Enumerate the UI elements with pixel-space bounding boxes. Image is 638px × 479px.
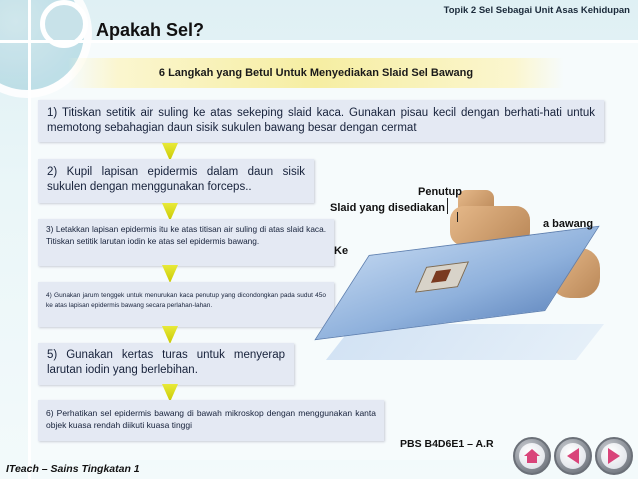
label-bawang: a bawang — [543, 218, 594, 230]
topic-heading: Topik 2 Sel Sebagai Unit Asas Kehidupan — [443, 5, 630, 16]
steps-banner — [68, 58, 564, 88]
next-button[interactable] — [595, 437, 633, 475]
page-title: Apakah Sel? — [96, 20, 205, 40]
label-pointer-line — [457, 212, 458, 222]
label-pointer-line — [447, 198, 448, 214]
step-3: 3) Letakkan lapisan epidermis itu ke atas titisan air suling di atas slaid kaca. Titiskan setitik larutan iodin ke atas sel epidermis bawang. — [38, 219, 334, 266]
step-4: 4) Gunakan jarum tenggek untuk menurukan kaca penutup yang dicondongkan pada sudut 45o ke atas lapisan epidermis bawang secara perlahan-lahan. — [38, 282, 334, 327]
home-icon — [519, 443, 545, 469]
footer-brand: ITeach – Sains Tingkatan 1 — [6, 463, 140, 475]
step-1: 1) Titiskan setitik air suling ke atas sekeping slaid kaca. Gunakan pisau kecil dengan berhati-hati untuk memotong sebahagian daun sisik sukulen bawang besar dengan cermat — [38, 100, 604, 142]
label-penutup: Penutup — [418, 186, 462, 198]
next-icon — [601, 443, 627, 469]
step-5: 5) Gunakan kertas turas untuk menyerap larutan iodin yang berlebihan. — [38, 343, 294, 385]
previous-button[interactable] — [554, 437, 592, 475]
label-slaid: Slaid yang disediakan — [330, 202, 445, 214]
previous-icon — [560, 443, 586, 469]
step-6: 6) Perhatikan sel epidermis bawang di bawah mikroskop dengan menggunakan kanta objek kuasa rendah diikuti kuasa tinggi — [38, 400, 384, 441]
pbs-code: PBS B4D6E1 – A.R — [400, 438, 494, 450]
decorative-vertical-line — [28, 0, 31, 479]
label-ke: Ke — [334, 245, 349, 257]
step-2: 2) Kupil lapisan epidermis dalam daun sisik sukulen dengan menggunakan forceps.. — [38, 159, 314, 203]
home-button[interactable] — [513, 437, 551, 475]
banner-text: 6 Langkah yang Betul Untuk Menyediakan Slaid Sel Bawang — [158, 67, 474, 79]
